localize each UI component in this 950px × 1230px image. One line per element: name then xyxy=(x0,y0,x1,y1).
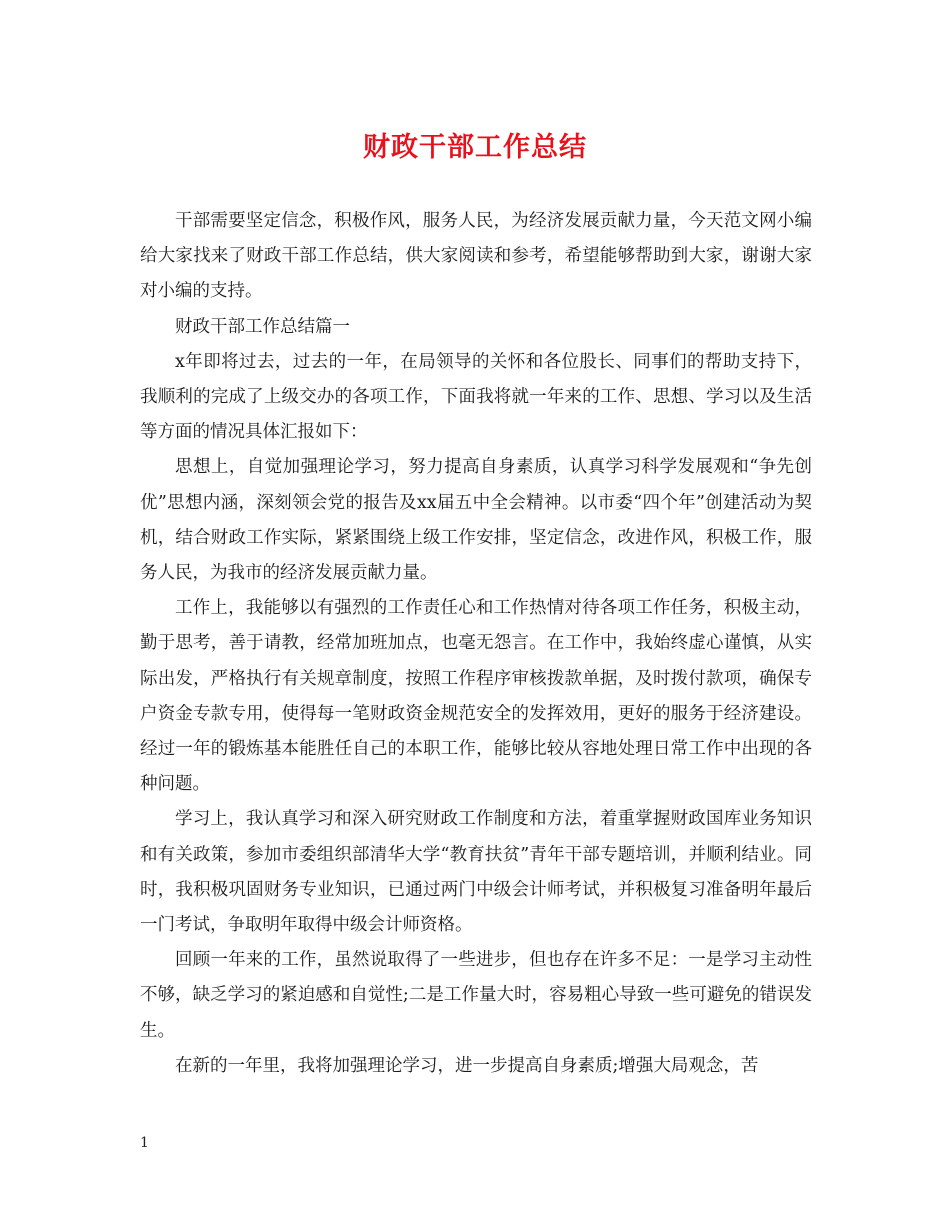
section-heading: 财政干部工作总结篇一 xyxy=(175,316,350,337)
paragraph-intro: 干部需要坚定信念，积极作风，服务人民，为经济发展贡献力量，今天范文网小编给大家找来了财政干部工作总结，供大家阅读和参考，希望能够帮助到大家，谢谢大家对小编的支持。 xyxy=(140,211,812,302)
paragraph: x年即将过去，过去的一年，在局领导的关怀和各位股长、同事们的帮助支持下，我顺利的完成了上级交办的各项工作，下面我将就一年来的工作、思想、学习以及生活等方面的情况具体汇报如下： xyxy=(140,351,812,443)
paragraph: 学习上，我认真学习和深入研究财政工作制度和方法，着重掌握财政国库业务知识和有关政策，参加市委组织部清华大学“教育扶贫”青年干部专题培训，并顺利结业。同时，我积极巩固财务专业知识，已通过两门中级会计师考试，并积极复习准备明年最后一门考试，争取明年取得中级会计师资格。 xyxy=(140,809,812,936)
paragraph: 思想上，自觉加强理论学习，努力提高自身素质，认真学习科学发展观和“争先创优”思想内涵，深刻领会党的报告及xx届五中全会精神。以市委“四个年”创建活动为契机，结合财政工作实际，紧紧围绕上级工作安排，坚定信念，改进作风，积极工作，服务人民，为我市的经济发展贡献力量。 xyxy=(140,457,812,584)
page-number: 1 xyxy=(140,1135,149,1151)
paragraph: 工作上，我能够以有强烈的工作责任心和工作热情对待各项工作任务，积极主动，勤于思考，善于请教，经常加班加点，也毫无怨言。在工作中，我始终虚心谨慎，从实际出发，严格执行有关规章制度，按照工作程序审核拨款单据，及时拨付款项，确保专户资金专款专用，使得每一笔财政资金规范安全的发挥效用，更好的服务于经济建设。经过一年的锻炼基本能胜任自己的本职工作，能够比较从容地处理日常工作中出现的各种问题。 xyxy=(140,598,812,795)
paragraph: 在新的一年里，我将加强理论学习，进一步提高自身素质;增强大局观念，苦 xyxy=(175,1055,759,1076)
document-title: 财政干部工作总结 xyxy=(363,132,587,163)
paragraph: 回顾一年来的工作，虽然说取得了一些进步，但也存在许多不足：一是学习主动性不够，缺乏学习的紧迫感和自觉性;二是工作量大时，容易粗心导致一些可避免的错误发生。 xyxy=(140,950,812,1041)
document-body xyxy=(140,204,812,1084)
